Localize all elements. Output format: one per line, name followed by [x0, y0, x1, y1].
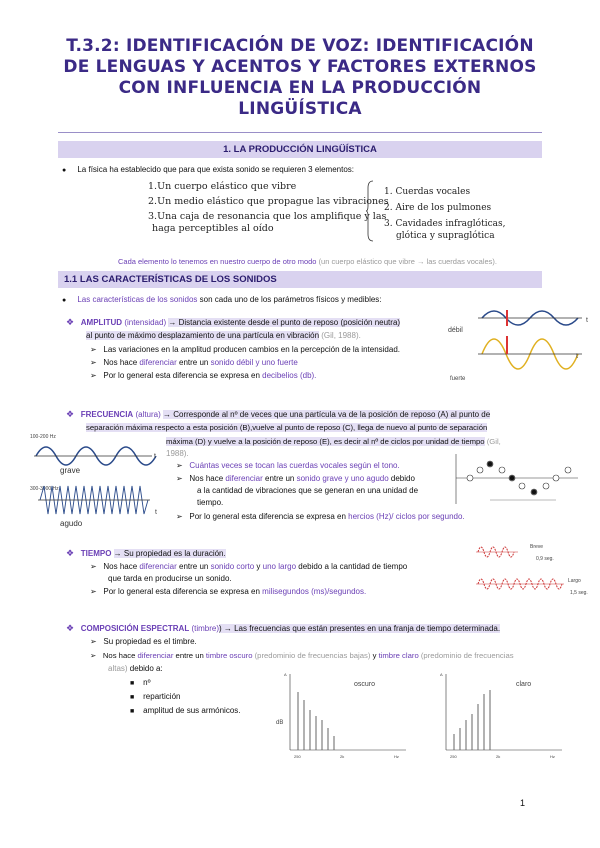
- intro-highlight: Las características de los sonidos: [77, 295, 198, 304]
- espectral-def-line: [66, 623, 500, 634]
- answer-item: glótica y supraglótica: [396, 231, 495, 241]
- espectral-bullet2: [90, 651, 514, 661]
- square-bullet-icon: ■: [130, 680, 135, 687]
- answers-list: [384, 186, 505, 242]
- diamond-bullet-icon: ❖: [66, 548, 75, 558]
- bullet-text: entre un: [175, 651, 204, 660]
- arrow-bullet-icon: ➢: [90, 587, 97, 596]
- bullet-highlight: decibelios (db).: [262, 371, 317, 380]
- elements-list: [148, 181, 389, 235]
- note-main: Cada elemento lo tenemos en nuestro cuerpo de otro modo: [118, 257, 317, 266]
- arrow-bullet-icon: ➢: [90, 651, 97, 660]
- square-bullet-icon: ■: [130, 708, 135, 715]
- bullet-text: Las variaciones en la amplitud producen cambios en la percepción de la intensidad.: [103, 345, 401, 354]
- bullet-text: Nos hace: [103, 358, 138, 367]
- label-breve: Breve: [530, 544, 544, 550]
- answer-item: 1. Cuerdas vocales: [384, 187, 471, 197]
- sub-item-text: nº: [143, 678, 151, 687]
- section-heading-caracteristicas: 1.1 LAS CARACTERÍSTICAS DE LOS SONIDOS: [58, 271, 542, 288]
- svg-text:250: 250: [294, 754, 301, 759]
- amplitud-def-line2: [86, 331, 361, 341]
- frecuencia-cite: (Gil,: [486, 437, 501, 446]
- bullet-text: Por lo general esta diferencia se expresa en: [189, 512, 346, 521]
- intro-line: [62, 165, 354, 176]
- bullet-text: a la cantidad de vibraciones que se generan en una unidad de: [197, 486, 419, 495]
- bullet-text: debido: [390, 474, 415, 483]
- bullet-text: Por lo general esta diferencia se expresa en: [103, 587, 260, 596]
- duration-figure: [472, 538, 590, 604]
- bullet-text: Por lo general esta diferencia se expresa en: [103, 371, 260, 380]
- note-line: [118, 257, 497, 267]
- bullet-text: que tarda en producirse un sonido.: [108, 574, 232, 583]
- bullet-text: entre un: [179, 562, 209, 571]
- espectral-paren: (timbre): [191, 624, 219, 633]
- arrow-bullet-icon: ➢: [90, 358, 97, 367]
- axis-t: t: [576, 353, 578, 360]
- amplitude-figure: [448, 302, 588, 390]
- tiempo-bullet2: [90, 587, 366, 597]
- arrow-bullet-icon: ➢: [90, 637, 97, 646]
- arrow-bullet-icon: ➢: [176, 512, 183, 521]
- sub-item-text: repartición: [143, 692, 181, 701]
- bullet-highlight: diferenciar: [139, 562, 177, 571]
- tiempo-def: → Su propiedad es la duración.: [113, 549, 226, 558]
- amplitud-def-line1: [66, 317, 400, 328]
- svg-text:2k: 2k: [496, 754, 501, 759]
- svg-text:Hz: Hz: [394, 754, 399, 759]
- spectrum-claro-figure: [440, 670, 570, 766]
- svg-text:A: A: [284, 672, 287, 677]
- frecuencia-bullet1: [176, 461, 400, 471]
- arrow-bullet-icon: ➢: [90, 371, 97, 380]
- amplitud-bullet2: [90, 358, 298, 368]
- bullet-highlight: milisegundos (ms)/segundos.: [262, 587, 367, 596]
- element-item: 1.Un cuerpo elástico que vibre: [148, 181, 297, 192]
- bullet-text: Su propiedad es el timbre.: [103, 637, 197, 646]
- element-item: 2.Un medio elástico que propague las vibraciones: [148, 196, 389, 207]
- bullet-highlight: sonido débil y uno fuerte: [210, 358, 298, 367]
- bullet-text: entre un: [265, 474, 295, 483]
- label-hz-agudo: 300-3000 Hz: [30, 486, 59, 492]
- brace-icon: [366, 180, 374, 242]
- intro-rest: son cada uno de los parámetros físicos y medibles:: [199, 295, 382, 304]
- section-heading-produccion: 1. LA PRODUCCIÓN LINGÜÍSTICA: [58, 141, 542, 158]
- bullet-text: Nos hace: [103, 562, 138, 571]
- sub-item-text: amplitud de sus armónicos.: [143, 706, 241, 715]
- bullet-highlight: sonido corto: [210, 562, 255, 571]
- label-grave: grave: [60, 466, 81, 475]
- amplitud-bullet3: [90, 371, 316, 381]
- espectral-def: ) → Las frecuencias que están presentes en una franja de tiempo determinada.: [219, 624, 501, 633]
- axis-t: t: [155, 509, 157, 516]
- bullet-text: Nos hace: [102, 651, 136, 660]
- arrow-bullet-icon: ➢: [176, 461, 183, 470]
- amplitud-term: AMPLITUD: [80, 318, 123, 327]
- amplitud-def: → Distancia existente desde el punto de reposo (posición neutra): [168, 318, 401, 327]
- label-breve-duration: 0,9 seg.: [536, 556, 554, 562]
- frecuencia-paren: (altura): [135, 410, 161, 419]
- bullet-highlight: sonido grave y uno agudo: [296, 474, 389, 483]
- bullet-highlight: Cuántas veces se tocan las cuerdas vocales según el tono.: [189, 461, 400, 470]
- square-bullet-icon: ■: [130, 694, 135, 701]
- sub-item: [130, 706, 241, 717]
- frecuencia-bullet2: [176, 474, 415, 484]
- spectrum-oscuro-figure: [276, 670, 414, 766]
- arrow-bullet-icon: ➢: [176, 474, 183, 483]
- cycle-figure: [450, 448, 580, 516]
- caracteristicas-intro: [62, 295, 382, 306]
- note-aside: (un cuerpo elástico que vibre → las cuerdas vocales).: [318, 257, 497, 266]
- bullet-icon: ●: [62, 167, 67, 174]
- bullet-text: debido a:: [129, 664, 163, 673]
- title-line: DE LENGUAS Y ACENTOS Y FACTORES EXTERNOS: [63, 57, 537, 77]
- svg-text:Hz: Hz: [550, 754, 555, 759]
- amplitud-def: al punto de máximo desplazamiento de una partícula en vibración: [86, 331, 320, 340]
- amplitud-bullet1: [90, 345, 400, 355]
- bullet-highlight: hercios (Hz)/ ciclos por segundo.: [348, 512, 465, 521]
- frecuencia-term: FRECUENCIA: [80, 410, 134, 419]
- answer-item: 2. Aire de los pulmones: [384, 203, 492, 213]
- label-debil: débil: [448, 327, 463, 334]
- arrow-bullet-icon: ➢: [90, 345, 97, 354]
- bullet-icon: ●: [62, 297, 67, 304]
- diamond-bullet-icon: ❖: [66, 409, 75, 419]
- sub-item: [130, 692, 180, 703]
- svg-text:250: 250: [450, 754, 457, 759]
- title-divider: [58, 132, 542, 133]
- bullet-aside: (predominio de frecuencias bajas): [254, 651, 371, 660]
- frecuencia-def: separación máxima respecto a esta posición (B),vuelve al punto de reposo (C), llega de nuevo al punto de separación: [86, 423, 488, 432]
- frecuencia-def-line3: [166, 437, 501, 447]
- svg-text:A: A: [440, 672, 443, 677]
- element-item: 3.Una caja de resonancia que los amplifique y las: [148, 211, 387, 222]
- page-number: 1: [520, 798, 526, 808]
- tiempo-term: TIEMPO: [80, 549, 112, 558]
- frecuencia-bullet3: [176, 512, 465, 522]
- label-claro: claro: [516, 681, 532, 688]
- title-line: CON INFLUENCIA EN LA PRODUCCIÓN: [118, 78, 482, 98]
- label-agudo: agudo: [60, 519, 83, 528]
- axis-t: t: [586, 317, 588, 324]
- sub-item: [130, 678, 151, 689]
- element-item: haga perceptibles al oído: [152, 223, 274, 234]
- frecuencia-def: → Corresponde al nº de veces que una partícula va de la posición de reposo (A) al punto de: [163, 410, 491, 419]
- bullet-highlight: uno largo: [262, 562, 297, 571]
- svg-text:2k: 2k: [340, 754, 345, 759]
- label-hz-grave: 100-200 Hz: [30, 434, 56, 440]
- espectral-term: COMPOSICIÓN ESPECTRAL: [80, 624, 190, 633]
- bullet-text: entre un: [179, 358, 209, 367]
- frecuencia-def: máxima (D) y vuelve a la posición de reposo (E), es decir al nº de ciclos por unidad de tiempo: [166, 437, 485, 446]
- title-line: T.3.2: IDENTIFICACIÓN DE VOZ: IDENTIFICACIÓN: [66, 36, 534, 56]
- espectral-bullet2-cont: [108, 664, 163, 674]
- diamond-bullet-icon: ❖: [66, 623, 75, 633]
- answer-item: 3. Cavidades infraglóticas,: [384, 219, 506, 229]
- label-largo-duration: 1,5 seg.: [570, 590, 588, 596]
- title-line: LINGÜÍSTICA: [238, 99, 362, 119]
- amplitud-cite: (Gil, 1988).: [321, 331, 361, 340]
- axis-t: t: [154, 453, 156, 460]
- frequency-figure: [30, 430, 170, 530]
- svg-text:dB: dB: [276, 720, 284, 726]
- label-largo: Largo: [568, 578, 581, 584]
- tiempo-bullet1: [90, 562, 407, 572]
- espectral-bullet1: [90, 637, 197, 647]
- amplitud-paren: (intensidad): [124, 318, 167, 327]
- bullet-highlight: timbre claro: [378, 651, 419, 660]
- tiempo-def-line: [66, 548, 226, 559]
- bullet-highlight: diferenciar: [137, 651, 174, 660]
- diamond-bullet-icon: ❖: [66, 317, 75, 327]
- bullet-text: Nos hace: [189, 474, 224, 483]
- arrow-bullet-icon: ➢: [90, 562, 97, 571]
- bullet-highlight: diferenciar: [139, 358, 177, 367]
- bullet-aside: (predominio de frecuencias: [420, 651, 514, 660]
- bullet-text: y: [256, 562, 261, 571]
- frecuencia-cite: 1988).: [166, 449, 189, 458]
- frecuencia-def-line1: [66, 409, 490, 420]
- page-title: [40, 36, 560, 120]
- bullet-highlight: timbre oscuro: [205, 651, 253, 660]
- bullet-text: debido a la cantidad de tiempo: [298, 562, 408, 571]
- bullet-aside: altas): [108, 664, 128, 673]
- intro-text: La física ha establecido que para que exista sonido se requieren 3 elementos:: [77, 165, 354, 174]
- bullet-highlight: diferenciar: [225, 474, 263, 483]
- bullet-text: tiempo.: [197, 498, 224, 507]
- label-oscuro: oscuro: [354, 681, 376, 688]
- bullet-text: y: [372, 651, 377, 660]
- label-fuerte: fuerte: [450, 376, 466, 382]
